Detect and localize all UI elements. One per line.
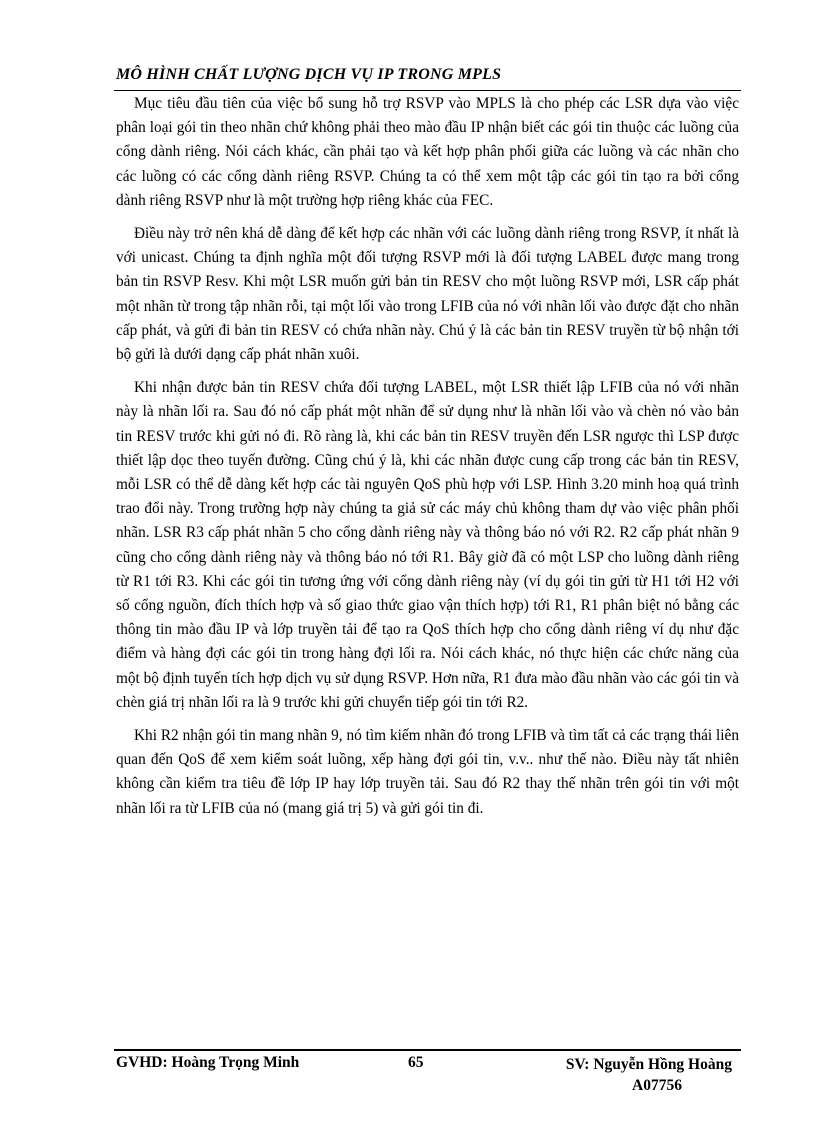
footer-student-name: SV: Nguyễn Hồng Hoàng <box>565 1056 732 1073</box>
paragraph: Mục tiêu đầu tiên của việc bổ sung hỗ trợ RSVP vào MPLS là cho phép các LSR dựa vào việc phân loại gói tin theo nhãn chứ không phải theo mào đầu IP nhận biết các gói tin thuộc các luồng của cổng dành riêng. Nói cách khác, cần phải tạo và kết hợp phân phối giữa các luồng và các nhãn cho các luồng có các cổng dành riêng RSVP. Chúng ta có thể xem một tập các gói tin tạo ra bởi cổng dành riêng RSVP như là một trường hợp riêng khác của FEC. <box>116 95 739 209</box>
page-footer <box>116 1054 740 1098</box>
page-number: 65 <box>408 1054 424 1071</box>
paragraph: Điều này trở nên khá dễ dàng để kết hợp các nhãn với các luồng dành riêng trong RSVP, ít nhất là với unicast. Chúng ta định nghĩa một đối tượng RSVP mới là đối tượng LABEL được mang trong bản tin RSVP Resv. Khi một LSR muốn gửi bản tin RESV cho một luồng RSVP mới, LSR cấp phát một nhãn từ trong tập nhãn rỗi, tại một lối vào trong LFIB của nó với nhãn lối vào được đặt cho nhãn cấp phát, và gửi đi bản tin RESV có chứa nhãn này. Chú ý là các bản tin RESV truyền từ bộ nhận tới bộ gửi là dưới dạng cấp phát nhãn xuôi. <box>116 225 739 364</box>
running-header-title: MÔ HÌNH CHẤT LƯỢNG DỊCH VỤ IP TRONG MPLS <box>116 66 502 83</box>
header-divider <box>114 90 741 91</box>
footer-student <box>522 1054 732 1096</box>
body-text <box>116 92 739 830</box>
paragraph: Khi nhận được bản tin RESV chứa đối tượng LABEL, một LSR thiết lập LFIB của nó với nhãn này là nhãn lối ra. Sau đó nó cấp phát một nhãn để sử dụng như là nhãn lối vào và chèn nó vào bản tin RESV trước khi gửi nó đi. Rõ ràng là, khi các bản tin RESV truyền đến LSR ngược thì LSP được thiết lập dọc theo tuyến đường. Cũng chú ý là, khi các nhãn được cung cấp trong các bản tin RESV, mỗi LSR có thể dễ dàng kết hợp các tài nguyên QoS phù hợp với LSP. Hình 3.20 minh hoạ quá trình trao đổi này. Trong trường hợp này chúng ta giả sử các máy chủ không tham dự vào việc phân phối nhãn. LSR R3 cấp phát nhãn 5 cho cổng dành riêng này và thông báo nó với R2. R2 cấp phát nhãn 9 cũng cho cổng dành riêng này và thông báo nó tới R1. Bây giờ đã có một LSP cho luồng dành riêng từ R1 tới R3. Khi các gói tin tương ứng với cổng dành riêng này (ví dụ gói tin gửi từ H1 tới H2 với số cổng nguồn, đích thích hợp và số giao thức giao vận thích hợp) tới R1, R1 phân biệt nó bằng các thông tin mào đầu IP và lớp truyền tải để tạo ra QoS thích hợp cho cổng dành riêng ví dụ như đặc điểm và hàng đợi các gói tin trong hàng đợi lối ra. Nói cách khác, nó thực hiện các chức năng của một bộ định tuyến tích hợp dịch vụ sử dụng RSVP. Hơn nữa, R1 đưa mào đầu nhãn vào các gói tin và chèn giá trị nhãn lối ra là 9 trước khi gửi chuyển tiếp gói tin tới R2. <box>116 379 739 711</box>
footer-divider <box>114 1049 741 1051</box>
footer-student-id: A07756 <box>632 1077 682 1094</box>
paragraph: Khi R2 nhận gói tin mang nhãn 9, nó tìm kiếm nhãn đó trong LFIB và tìm tất cả các trạng thái liên quan đến QoS để xem kiểm soát luồng, xếp hàng đợi gói tin, v.v.. như thế nào. Điều này tất nhiên không cần kiểm tra tiêu đề lớp IP hay lớp truyền tải. Sau đó R2 thay thế nhãn trên gói tin với một nhãn lối ra từ LFIB của nó (mang giá trị 5) và gửi gói tin đi. <box>116 727 739 817</box>
footer-supervisor: GVHD: Hoàng Trọng Minh <box>116 1054 300 1071</box>
